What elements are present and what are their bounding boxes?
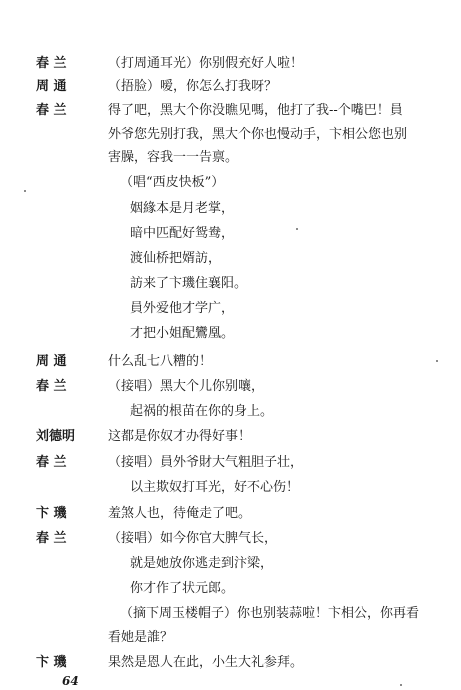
dialogue-line: 果然是恩人在此，小生大礼参拜。: [108, 655, 304, 670]
verse-line: 你才作了状元郎。: [130, 581, 235, 596]
speaker-label: 卞 璣: [36, 655, 67, 670]
scan-speck: [400, 684, 402, 686]
dialogue-line: （打周通耳光）你别假充好人啦！: [108, 56, 304, 71]
speaker-label: 周 通: [36, 354, 67, 369]
dialogue-line: （接唱）黑大个儿你别嚷，: [108, 379, 265, 394]
verse-line: 渡仙桥把婿訪，: [130, 251, 222, 266]
scan-speck: [24, 190, 26, 192]
verse-line: 暗中匹配好鸳鸯，: [130, 226, 235, 241]
dialogue-line: （捂脸）嗳，你怎么打我呀？: [108, 79, 278, 94]
dialogue-line: 羞煞人也，待俺走了吧。: [108, 506, 252, 521]
stage-direction: （唱“西皮快板”）: [120, 175, 225, 190]
dialogue-line: （接唱）員外爷財大气粗胆子壮，: [108, 455, 304, 470]
speaker-label: 春 兰: [36, 103, 67, 118]
verse-line: 訪来了卞璣住襄阳。: [130, 276, 248, 291]
dialogue-line: 看她是誰？: [108, 630, 174, 645]
verse-line: 才把小姐配鸞凰。: [130, 326, 235, 341]
verse-line: 以主欺奴打耳光，好不心伤！: [130, 480, 300, 495]
verse-line: 員外爱他才学广，: [130, 301, 235, 316]
dialogue-line: （接唱）如今你官大脾气长，: [108, 531, 278, 546]
dialogue-line: 外爷您先别打我，黑大个你也慢动手，卞相公您也别: [108, 127, 408, 142]
speaker-label: 春 兰: [36, 379, 67, 394]
dialogue-line: 得了吧，黑大个你没瞧见嗎，他打了我--个嘴巴！員: [108, 103, 403, 118]
speaker-label: 春 兰: [36, 531, 67, 546]
stage-direction: （摘下周玉楼帽子）你也别装蒜啦！卞相公，你再看: [120, 606, 420, 621]
dialogue-line: 害臊，容我一一告禀。: [108, 150, 239, 165]
scan-speck: [296, 228, 298, 230]
verse-line: 起祸的根苗在你的身上。: [130, 404, 274, 419]
verse-line: 姻緣本是月老掌，: [130, 201, 235, 216]
speaker-label: 春 兰: [36, 56, 67, 71]
speaker-label: 卞 璣: [36, 506, 67, 521]
verse-line: 就是她放你逃走到汴梁，: [130, 556, 274, 571]
dialogue-line: 什么乱七八糟的！: [108, 354, 213, 369]
speaker-label: 刘德明: [36, 429, 76, 444]
page-number: 64: [62, 674, 79, 688]
speaker-label: 春 兰: [36, 455, 67, 470]
scan-speck: [436, 360, 438, 362]
speaker-label: 周 通: [36, 79, 67, 94]
dialogue-line: 这都是你奴才办得好事！: [108, 429, 252, 444]
